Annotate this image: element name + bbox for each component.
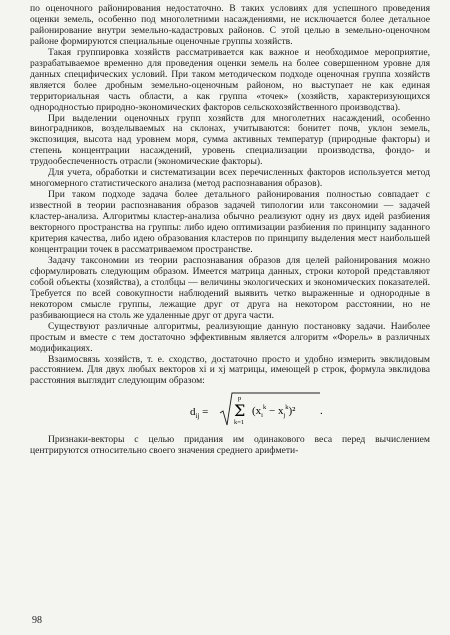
euclidean-distance-formula [30,389,430,433]
sum-symbol: Σ [234,401,246,421]
paragraph-5: При таком подходе задача более детального районирования полностью совпадает с известной в теории распознавания образов задачей типологии или таксономии — задачей кластер-анализа. Алгоритмы кластер-анализа обычно реализуют одну из двух идей разбиения векторного пространства на группы: либо идею оптимизации разбиения по принципу заданного критерия качества, либо идею образования кластеров по принципу выделения мест наибольшей концентрации точек в рассматриваемом пространстве. [30,189,430,255]
paragraph-2: Такая группировка хозяйств рассматривается как важное и необходимое мероприятие, разрабатываемое временно для проведения оценки земель на более совершенном уровне для данных специфических условий. При таком методическом подходе оценочная группа хозяйств является более дробным земельно-оценочным районом, но выступает не как единая территориальная часть области, а как группа «точек» (хозяйств, характеризующихся однородностью природно-экономических факторов сельскохозяйственного производства). [30,46,430,113]
paragraph-9: Признаки-векторы с целью придания им одинакового веса перед вычислением центрируются относительно своего значения среднего арифмети- [30,434,430,457]
paragraph-4: Для учета, обработки и систематизации всех перечисленных факторов используется метод многомерного статистического анализа (метод распознавания образов). [30,167,430,190]
paragraph-7: Существуют различные алгоритмы, реализующие данную постановку задачи. Наиболее простым и вместе с тем достаточно эффективным является алгоритм «Форель» в различных модификациях. [30,320,430,354]
page-number: 98 [32,615,42,626]
formula-term: $(x_i^k - x_j^k)^2$ [252,404,296,420]
formula-graphic [190,389,330,433]
sum-lower-limit: k=1 [234,419,245,427]
formula-lhs: $d_{ij}$ = [190,406,209,421]
formula-period: . [320,405,323,418]
sum-upper-limit: p [238,395,242,403]
paragraph-1: по оценочного районирования недостаточно. В таких условиях для успешного проведения оценки земель, особенно под многолетними насаждениями, не исключается более детальное районирование внутри земельно-кадастровых районов. С этой целью в земельно-оценочном районе формируются специальные оценочные группы хозяйств. [30,3,430,47]
paragraph-6: Задачу таксономии из теории распознавания образов для целей районирования можно сформулировать следующим образом. Имеется матрица данных, строки которой представляют собой объекты (хозяйства), а столбцы — величины экологических и экономических показателей. Требуется по всей совокупности наблюдений выявить четко выраженные и однородные в некотором смысле группы, лежащие друг от друга на некотором расстоянии, но не разбивающиеся на столь же удаленные друг от друга части. [30,254,430,321]
paragraph-3: При выделении оценочных групп хозяйств для многолетних насаждений, особенно виноградников, возделываемых на склонах, учитываются: бонитет почв, уклон земель, экспозиция, высота над уровнем моря, сумма активных температур (природные факторы) и степень концентрации насаждений, уровень специализации производства, фондо- и трудообеспеченность отрасли (экономические факторы). [30,112,430,168]
paragraph-8: Взаимосвязь хозяйств, т. е. сходство, достаточно просто и удобно измерить эвклидовым расстоянием. Для двух любых векторов xi и xj матрицы, имеющей p строк, формула эвклидова расстояния выглядит следующим образом: [30,353,430,387]
